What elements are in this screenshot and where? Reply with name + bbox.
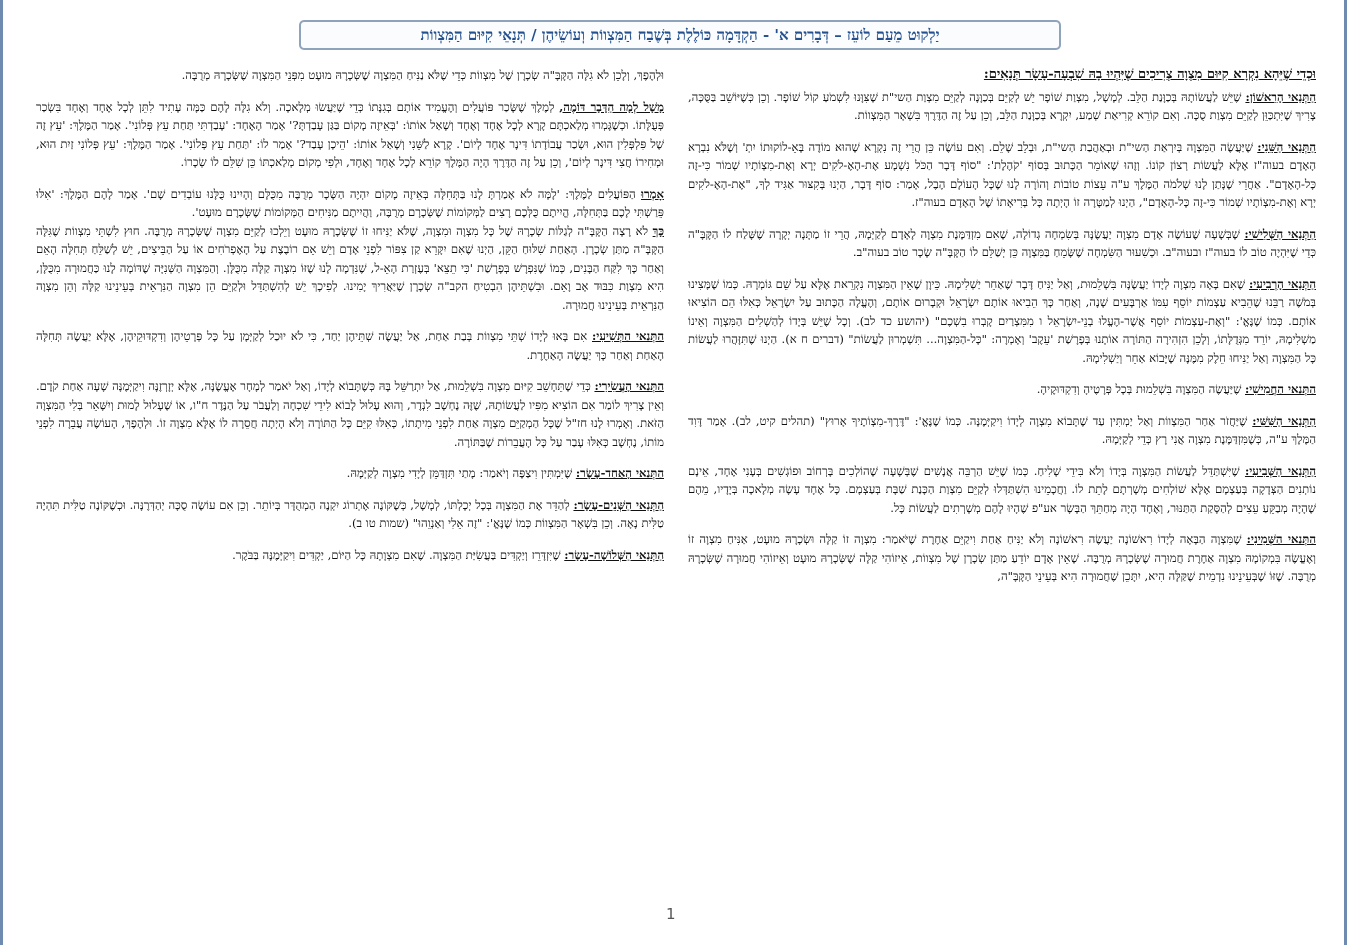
paragraph-label: הַתְּנַאי הַשְּׁנֵים-עָשָׂר: [573, 497, 664, 512]
paragraph-label: מָשָׁל לְמָה הַדָּבָר דּוֹמֶה, [559, 99, 664, 114]
paragraph-label: הַתְּנַאי הַחֲמִישִׁי: [1244, 382, 1316, 396]
paragraph-continuation [36, 66, 664, 85]
paragraph-text: שֶׁיִּשְׁתַּדֵּל לַעֲשׂוֹת הַמִּצְוָה בְּיָדוֹ וְלֹא בִּידֵי שָׁלִיחַ. כְּמוֹ שֶׁיֵּשׁ הַרְבֵּה אֲנָשִׁים שֶׁבְּשָׁעָה שֶׁהוֹלְכִים בָּרְחוֹב וּפוֹגְשִׁים בְּעָנִי אֶחָד, אֵינָם נוֹתְנִים הַצְּדָקָה בְּעַצְמָם אֶלָּא שׁוֹלְחִים מְשָׁרְתָם לָתֵת לוֹ. וַחֲכָמֵינוּ הִשְׁתַּדְּלוּ לְקַיֵּם מִצְוַת הַכָּנַת שַׁבָּת בְּעַצְמָם. כָּל אֶחָד עָשָׂה מְלָאכָה בְּיָדָיו, מֵהֶם שֶׁהָיָה מְבַקֵּעַ עֵצִים לְהַסָּקַת הַתַּנּוּר, וְאֶחָד הָיָה מְחַתֵּךְ הַבָּשָׂר אע"פ שֶׁהָיוּ לָהֶם מְשָׁרְתִים לַעֲשׂוֹת כָּל. [688, 463, 1316, 515]
paragraph-text: לֹא רָצָה הַקָּבָּ"ה לְגַלּוֹת שְׂכָרָהּ שֶׁל כָּל מִצְוָה וּמִצְוָה, שֶׁלֹּא יַנִּיחוּ זוֹ שֶׁשְּׂכָרָהּ מוּעָט וְיֵלְכוּ לְקַיֵּם מִצְוָה שֶׁשְּׂכָרָהּ מְרֻבֶּה. חוּץ לִשְׁתֵּי מִצְווֹת שֶׁגִּלָּה הַקָּבָּ"ה מַתַּן שְׂכָרָן. הָאַחַת שִׁלּוּחַ הַקֵּן, הַיְנוּ שֶׁאִם יִקָּרֵא קַן צִפּוֹר לִפְנֵי אָדָם וְיֵשׁ אֵם רוֹבֶצֶת עַל הָאֶפְרֹחִים אוֹ עַל הַבֵּיצִים, יֵשׁ לְשַׁלֵּחַ תְּחִלָּה הָאֵם וְאַחַר כָּךְ לִקַּח הַבָּנִים, כְּמוֹ שֶׁנִּפְרָשׁ בְּפָרָשַׁת 'כִּי תֵצֵא' בְּעֶזְרַת הָאֵ-ל, שֶׁנִּדְמָה לָנוּ שֶׁזּוֹ מִצְוָה קַלָּה מִכֻּלָּן. וְהַמִּצְוָה הַשְּׁנִיָּה שֶׁדּוֹמָה לָנוּ כַּחֲמוּרָה מִכֻּלָּן, הִיא מִצְוַת כִּבּוּד אָב וָאֵם. וּבִשְׁתֵּיהֶן הִבְטִיחַ הקב"ה שְׂכָרָן שֶׁיַּאֲרִיךְ יָמִינוּ. לְפִיכָךְ יֵשׁ לְהִשְׁתַּדֵּל וּלְקַיֵּם הֵן מִצְוָה הַנִּרְאֵית בְּעֵינֵינוּ קַלָּה וְהֵן מִצְוָה הַנִּרְאֵית בְּעֵינֵינוּ חֲמוּרָה. [36, 223, 664, 312]
paragraph-condition-1 [688, 88, 1316, 125]
paragraph-text: לְמֶלֶךְ שֶׁשָּׂכַר פּוֹעֲלִים וְהֶעֱמִיד אוֹתָם בְּגִנָּתוֹ כְּדֵי שֶׁיַּעֲשׂוּ מְלָאכָה. וְלֹא גִלָּה לָהֶם כַּמָּה עָתִיד לִתֵּן לְכָל אֶחָד וְאֶחָד בִּשְׂכַר פְּעֻלָּתוֹ. וּכְשֶׁגָּמְרוּ מְלַאכְתָּם קָרָא לְכָל אֶחָד וְאֶחָד וְשָׁאַל אוֹתוֹ: 'בְּאֵיזֶה מָקוֹם בַּגַּן עָבַדְתָּ?' אָמַר הָאֶחָד: 'עָבַדְתִּי תַּחַת עֵץ פְּלוֹנִי'. אָמַר הַמֶּלֶךְ: 'עֵץ זֶה שֶׁל פִּלְפְּלִין הוּא, וּשְׂכַר עֲבוֹדָתוֹ דִּינָר אֶחָד לְיוֹם'. קָרָא לַשֵּׁנִי וְשָׁאַל אוֹתוֹ: 'הֵיכָן עָבַד?' אָמַר לוֹ: 'תַּחַת עֵץ פְּלוֹנִי'. אָמַר הַמֶּלֶךְ: 'עֵץ פְּלוֹנִי זַיִת הוּא, וּמְחִירוֹ חֲצִי דִּינָר לְיוֹם', וְכֵן עַל זֶה הַדֶּרֶךְ הָיָה הַמֶּלֶךְ קוֹרֵא לְכָל אֶחָד וְאֶחָד, וּלְפִי מְקוֹם מְלַאכְתּוֹ כֵּן שִׁלֵּם לוֹ שְׂכָרוֹ. [36, 99, 664, 169]
paragraph-condition-2 [688, 138, 1316, 212]
page-title: יַלְקוּט מֵעַם לוֹעֵז – דְּבָרִים א' - הַקְדָּמָה כּוֹלֶלֶת בְּשֶׁבַח הַמִּצְווֹת וְעוֹשֵׂיהֶן / תְּנָאֵי קִיּוּם הַמִּצְווֹת [420, 26, 940, 44]
paragraph-text: שֶׁאִם בָּאָה מִצְוָה לְיָדוֹ יַעֲשֶׂנָּה בִּשְׁלֵמוּת, וְאַל יַנִּיחַ דָּבָר שֶׁאַחֵר יַשְׁלִימָהּ. כֵּיוָן שֶׁאֵין הַמִּצְוָה נִקְרֵאת אֶלָּא עַל שֵׁם גּוֹמְרָהּ. כְּמוֹ שֶׁמָּצִינוּ בְּמֹשֶׁה רַבֵּנוּ שֶׁהֵבִיא עַצְמוֹת יוֹסֵף עִמּוֹ אַרְבָּעִים שָׁנָה, וְאַחַר כָּךְ הֵבִיאוּ אוֹתָם יִשְׂרָאֵל וּקְבָרוּם אוֹתָם, וְהֶעֱלָה הַכָּתוּב עַל יִשְׂרָאֵל כְּאִלּוּ הֵם הוֹצִיאוּ אוֹתָם. כְּמוֹ שֶׁנֶּאֱ': "וְאֶת-עַצְמוֹת יוֹסֵף אֲשֶׁר-הֶעֱלוּ בְנֵי-יִשְׂרָאֵל ו מִמִּצְרַיִם קָבְרוּ בִשְׁכֶם" (יהושע כד לב). וְכָל שֶׁיֵּשׁ בְּיָדוֹ לְהַשְׁלִים הַמִּצְוָה וְאֵינוֹ מַשְׁלִימָהּ, יוֹרֵד מִגְּדֻלָּתוֹ, וְלָכֵן הִזְהִירָה הַתּוֹרָה אוֹתָנוּ בְּפָרָשַׁת 'עֵקֶב' וְאָמְרָה: "כָּל-הַמִּצְוָה... תִּשְׁמְרוּן לַעֲשׂוֹת" (דברים ח א). הַיְנוּ שֶׁתִּזָּהֲרוּ לַעֲשׂוֹת כָּל הַמִּצְוָה וְאַל יַנִּיחוּ חֵלֶק מִמֶּנָּה שֶׁיָּבוֹא אַחֵר וְיַשְׁלִימָהּ. [688, 276, 1316, 365]
paragraph-label: אָמְרוּ [641, 186, 664, 201]
paragraph-workers-said [36, 185, 664, 222]
paragraph-condition-7 [688, 462, 1316, 518]
paragraph-condition-5 [688, 380, 1316, 399]
paragraph-label: הַתְּנַאי הָעֲשִׂירִי: [594, 379, 664, 393]
paragraph-condition-10 [36, 377, 664, 451]
paragraph-label: הַתְּנַאי הַשִּׁשִּׁי: [1252, 413, 1316, 428]
paragraph-text: שֶׁיִּמְתִּין וִיצַפֶּה וְיֹאמַר: מָתַי תִּזְדַּמֵּן לְיָדִי מִצְוָה לְקַיְּמָהּ. [346, 466, 573, 480]
paragraph-condition-9 [36, 327, 664, 364]
paragraph-text: הַפּוֹעֲלִים לַמֶּלֶךְ: 'לָמָּה לֹא אָמַרְתָּ לָנוּ בַּתְּחִלָּה בְּאֵיזֶה מָקוֹם יִהְיֶה הַשָּׂכָר מְרֻבֶּה מִכֻּלָּם וְהָיִינוּ כֻּלָּנוּ עוֹבְדִים שָׁם'. אָמַר לָהֶם הַמֶּלֶךְ: 'אִלּוּ פֵּרַשְׁתִּי לָכֶם בַּתְּחִלָּה, הֱיִיתֶם כֻּלְּכֶם רָצִים לַמְּקוֹמוֹת שֶׁשְּׂכָרָם מְרֻבֶּה, וַהֲיִיתֶם מַנִּיחִים הַמְּקוֹמוֹת שֶׁשְּׂכָרָם מוּעָט'. [36, 186, 664, 219]
right-column-title: וּכְדֵי שֶׁיֵּהָא נִקְרָא קִיּוּם מִצְוָה צְרִיכִים שֶׁיִּהְיוּ בָהּ שִׁבְעָה-עָשָׂר תְּנָאִים: [983, 67, 1316, 82]
paragraph-label: הַתְּנַאי הָאַחַד-עָשָׂר: [575, 466, 664, 480]
paragraph-label: הַתְּנַאי הַשְּׁמִינִי: [1246, 532, 1316, 546]
paragraph-label: הַתְּנַאי הָרִאשׁוֹן: [1245, 89, 1316, 104]
paragraph-text: וּלְהֶפֶךְ, וְלָכֵן לֹא גִלָּה הַקָּבָּ"ה שְׂכָרָן שֶׁל מִצְווֹת כְּדֵי שֶׁלֹּא נַנִּיחַ הַמִּצְוָה שֶׁשְּׂכָרָהּ מוּעָט מִפְּנֵי הַמִּצְוָה שֶׁשְּׂכָרָהּ מְרֻבָּה. [181, 68, 664, 82]
window-frame-left [0, 0, 3, 945]
paragraph-label: כָּךְ [652, 223, 664, 238]
paragraph-condition-4 [688, 275, 1316, 368]
paragraph-text: כְּדֵי שֶׁתֵּחָשֵׁב קִיּוּם מִצְוָה בִּשְׁלֵמוּת, אַל יִתְרַשֵּׁל בָּהּ כְּשֶׁתָּבוֹא לְיָדוֹ, וְאַל יֹאמַר לְמָחָר אֶעֱשֶׂנָּה, אֶלָּא יְזָרְזֶנָּה וִיקַיְּמֶנָּה שָׁעָה אַחַת קֹדֶם. וְאֵין צָרִיךְ לוֹמַר אִם הוֹצִיא מִפִּיו לַעֲשׂוֹתָהּ, שֶׁזֶּה נֶחְשָׁב לִנְדֶר, וְהוּא עָלוּל לָבוֹא לִידֵי שִׁכְחָה וְלַעֲבֹר עַל הַנֶּדֶר ח"ו, אוֹ שֶׁעָלוּל לָמוּת וְיִשָּׁאֵר בְּלִי הַמִּצְוָה הַזֹּאת. וְאָמְרוּ לָנוּ חז"ל שֶׁכָּל הַמְקַיֵּם מִצְוָה אַחַת לִפְנֵי מִיתָתוֹ, כְּאִלּוּ קִיֵּם כָּל הַתּוֹרָה וְלֹא הָיְתָה חֲסֵרָה לוֹ אֶלָּא מִצְוָה זוֹ. וּלְהֶפֶךְ, הָעוֹשֶׂה עֲבֵרָה לִפְנֵי מוֹתוֹ, נֶחְשָׁב כְּאִלּוּ עָבַר עַל כָּל הָעֲבֵרוֹת שֶׁבַּתּוֹרָה. [36, 379, 664, 449]
paragraph-text: שֶׁיַּעֲשֶׂה הַמִּצְוָה בִּשְׁלֵמוּת בְּכָל פְּרָטֶיהָ וְדִקְדּוּקֶיהָ. [1036, 382, 1242, 396]
paragraph-condition-11 [36, 464, 664, 483]
paragraph-text: שֶׁמִּצְוָה הַבָּאָה לְיָדוֹ רִאשׁוֹנָה יַעֲשֶׂה רִאשׁוֹנָה וְלֹא יַנִּיחַ אַחַת וִיקַיֵּם אַחֶרֶת שֶׁיֹּאמַר: מִצְוָה זוֹ קַלָּה וּשְׂכָרָהּ מוּעָט, אַנִּיחַ מִצְוָה זוֹ וְאֶעֱשֶׂה בִּמְקוֹמָהּ מִצְוָה אַחֶרֶת חֲמוּרָה שֶׁשְּׂכָרָהּ מְרֻבֶּה. שֶׁאֵין אָדָם יוֹדֵעַ מַתַּן שְׂכָרָן שֶׁל מִצְווֹת, אֵיזוֹהִי קַלָּה שֶׁשְּׂכָרָהּ מוּעָט וְאֵיזוֹהִי חֲמוּרָה שֶׁשְּׂכָרָהּ מְרֻבֶּה. שֶׁזּוֹ שֶׁבְּעֵינֵינוּ נִדְמֵית שֶׁקַּלָּה הִיא, יִתָּכֵן שֶׁחֲמוּרָה הִיא בְּעֵינֵי הַקָּבָּ"ה, [688, 532, 1316, 583]
page-number: 1 [666, 905, 676, 923]
paragraph-text: שֶׁיֵּשׁ לַעֲשׂוֹתָהּ בְּכַוָּנַת הַלֵּב. לְמָשָׁל, מִצְוַת שׁוֹפָר יֵשׁ לְקַיֵּם בְּכַוָּנָה לְקַיֵּם מִצְוַת הַשי"ת שֶׁצִּוָּנוּ לִשְׁמֹעַ קוֹל שׁוֹפָר. וְכֵן כְּשֶׁיּוֹשֵׁב בַּסֻּכָּה, צָרִיךְ שֶׁיִּתְכַּוֵּן לְקַיֵּם מִצְוַת סֻכָּה. וְאִם קוֹרֵא קְרִיאַת שְׁמַע, יִקְרָא בְּכַוָּנַת הַלֵּב, וְכֵן עַל זֶה הַדֶּרֶךְ בִּשְׁאָר הַמִּצְווֹת. [688, 89, 1316, 122]
paragraph-label: הַתְּנַאי הַשֵּׁנִי: [1257, 139, 1316, 154]
paragraph-text: שֶׁיַּעֲשֶׂה הַמִּצְוָה בְּיִרְאַת הַשי"ת וּבְאַהֲבַת הַשי"ת, וּבְלֵב שָׁלֵם. וְאִם עוֹשֶׂה כֵּן הֲרֵי זֶה נִקְרָא שֶׁהוּא מוֹדֶה בָּאֵ-לוֹקוּתוֹ יִתְ' וְשֶׁלֹּא נִבְרָא הָאָדָם בעוה"ז אֶלָּא לַעֲשׂוֹת רְצוֹן קוֹנוֹ. וְזֶהוּ שֶׁאוֹמֵר הַכָּתוּב בְּסוֹף 'קֹהֶלֶת': "סוֹף דָּבָר הַכֹּל נִשְׁמָע אֶת-הָאֶ-לֹקִים יְרָא וְאֶת-מִצְוֹתָיו שְׁמוֹר כִּי-זֶה כָּל-הָאָדָם". אַחֲרֵי שֶׁנָּתַן לָנוּ שְׁלֹמֹה הַמֶּלֶךְ ע"ה עֵצוֹת טוֹבוֹת וְהוֹרָה לָנוּ שֶׁכָּל הָעוֹלָם הֶבֶל, אָמַר: סוֹף דָּבָר, הַיְנוּ בְּקִצּוּר אַגִּיד לְךָ, "אֶת-הָאֶ-לֹקִים יְרָא וְאֶת-מִצְוֹתָיו שְׁמוֹר כִּי-זֶה כָּל-הָאָדָם", הַיְנוּ לְמַטָּרָה זוֹ הָיְתָה כָּל בְּרִיאָתוֹ שֶׁל הָאָדָם בעוה"ז. [688, 139, 1316, 209]
paragraph-text: שֶׁבְּשָׁעָה שֶׁעוֹשֶׂה אָדָם מִצְוָה יַעֲשֶׂנָּה בְּשִׂמְחָה גְדוֹלָה, שֶׁאִם מִזְדַּמֶּנֶת מִצְוָה לָאָדָם לְקַיְּמָהּ, הֲרֵי זוֹ מַתָּנָה יְקָרָה שֶׁשָּׁלַח לוֹ הַקָּבָּ"ה כְּדֵי שֶׁיִּהְיֶה טוֹב לוֹ בעוה"ז ובעוה"ב. וּכְשִׁעוּר הַשִּׂמְחָה שֶׁשָּׂמֵחַ בַּמִּצְוָה כֵּן יְשַׁלֵּם לוֹ הַקָּבָּ"ה שָׂכָר טוֹב בעוה"ב. [688, 226, 1316, 259]
paragraph-text: לְהַדֵּר אֶת הַמִּצְוָה בְּכָל יְכָלְתּוֹ, לְמָשָׁל, כְּשֶׁקּוֹנֶה אֶתְרוֹג יִקְנֶה הַמְהֻדָּר בְּיוֹתֵר. וְכֵן אִם עוֹשֶׂה סֻכָּה יְהַדְּרֶנָּה. וּכְשֶׁקּוֹנֶה טַלִּית תִּהְיֶה טַלִּית נָאָה. וְכֵן בִּשְׁאָר הַמִּצְווֹת כְּמוֹ שֶׁנֶּאֱ': "זֶה אֵלִי וְאַנְוֵהוּ" (שמות טו ב). [36, 497, 664, 530]
paragraph-condition-8 [688, 530, 1316, 586]
paragraph-label: הַתְּנַאי הַתְּשִׁיעִי: [592, 329, 664, 343]
paragraph-condition-6 [688, 412, 1316, 449]
paragraph-so-too [36, 222, 664, 315]
paragraph-label: הַתְּנַאי הָרְבִיעִי: [1248, 276, 1316, 291]
paragraph-label: הַתְּנַאי הַשְּׁבִיעִי: [1244, 463, 1316, 478]
paragraph-condition-13 [36, 546, 664, 565]
paragraph-parable [36, 98, 664, 172]
paragraph-condition-12 [36, 496, 664, 533]
left-column [36, 66, 664, 916]
paragraph-label: הַתְּנַאי הַשְּׁלִישִׁי: [1244, 226, 1316, 241]
right-column [688, 66, 1316, 916]
paragraph-text: שֶׁיִּזְדָּרֵז וְיַקְדִּים בַּעֲשִׂיַּת הַמִּצְוָה. שֶׁאִם מִצְוָתָהּ כָּל הַיּוֹם, יַקְדִּים וִיקַיְּמֶנָּה בַּבֹּקֶר. [232, 547, 561, 562]
paragraph-text: שֶׁיַּחֲזֹר אַחַר הַמִּצְווֹת וְאַל יַמְתִּין עַד שֶׁתָּבוֹא מִצְוָה לְיָדוֹ וִיקַיְּמֶנָּה. כְּמוֹ שֶׁנֶּאֱ': "דֶּרֶךְ-מִצְוֹתֶיךָ אָרוּץ" (תהלים קיט, לב). אָמַר דָּוִד הַמֶּלֶךְ ע"ה, כְּשֶׁמִּזְדַּמֶּנֶת מִצְוָה אֲנִי רָץ כְּדֵי לְקַיְּמָהּ. [688, 413, 1316, 446]
paragraph-label: הַתְּנַאי הַשְּׁלוֹשָׁה-עָשָׂר: [564, 547, 664, 562]
page-header-box [299, 20, 1061, 50]
paragraph-condition-3 [688, 225, 1316, 262]
paragraph-text: אִם בָּאוּ לְיָדוֹ שְׁתֵּי מִצְווֹת בְּבַת אַחַת, אַל יַעֲשֶׂה שְׁתֵּיהֶן יַחַד, כִּי לֹא יוּכַל לְקַיְּמָן עַל כָּל פְּרָטֵיהֶן וְדִקְדּוּקֵיהֶן, אֶלָּא יַעֲשֶׂה תְּחִלָּה הָאַחַת וְאַחַר כָּךְ יַעֲשֶׂה הָאַחֶרֶת. [36, 329, 664, 362]
